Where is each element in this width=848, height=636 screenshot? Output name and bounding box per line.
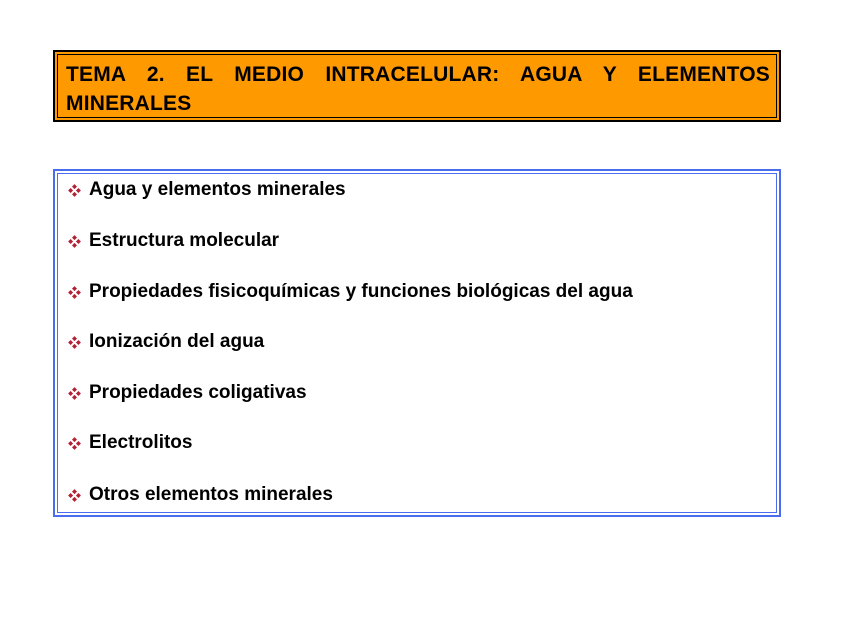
four-diamond-bullet-icon <box>68 235 81 248</box>
list-item <box>68 179 346 201</box>
topics-box <box>53 169 781 517</box>
four-diamond-bullet-icon <box>68 286 81 299</box>
list-item-label: Propiedades fisicoquímicas y funciones biológicas del agua <box>89 281 633 302</box>
four-diamond-bullet-icon <box>68 437 81 450</box>
list-item-label: Ionización del agua <box>89 331 265 352</box>
list-item <box>68 281 633 303</box>
title-banner <box>53 50 781 122</box>
list-item-label: Electrolitos <box>89 432 193 453</box>
list-item <box>68 331 264 353</box>
four-diamond-bullet-icon <box>68 184 81 197</box>
four-diamond-bullet-icon <box>68 336 81 349</box>
list-item <box>68 382 307 404</box>
four-diamond-bullet-icon <box>68 489 81 502</box>
four-diamond-bullet-icon <box>68 387 81 400</box>
list-item <box>68 230 279 252</box>
list-item-label: Agua y elementos minerales <box>89 179 346 200</box>
list-item-label: Otros elementos minerales <box>89 484 333 505</box>
list-item <box>68 432 192 454</box>
page-title: TEMA 2. EL MEDIO INTRACELULAR: AGUA Y ELEMENTOS MINERALES <box>66 63 770 115</box>
list-item-label: Propiedades coligativas <box>89 382 307 403</box>
list-item-label: Estructura molecular <box>89 230 280 251</box>
list-item <box>68 484 333 506</box>
